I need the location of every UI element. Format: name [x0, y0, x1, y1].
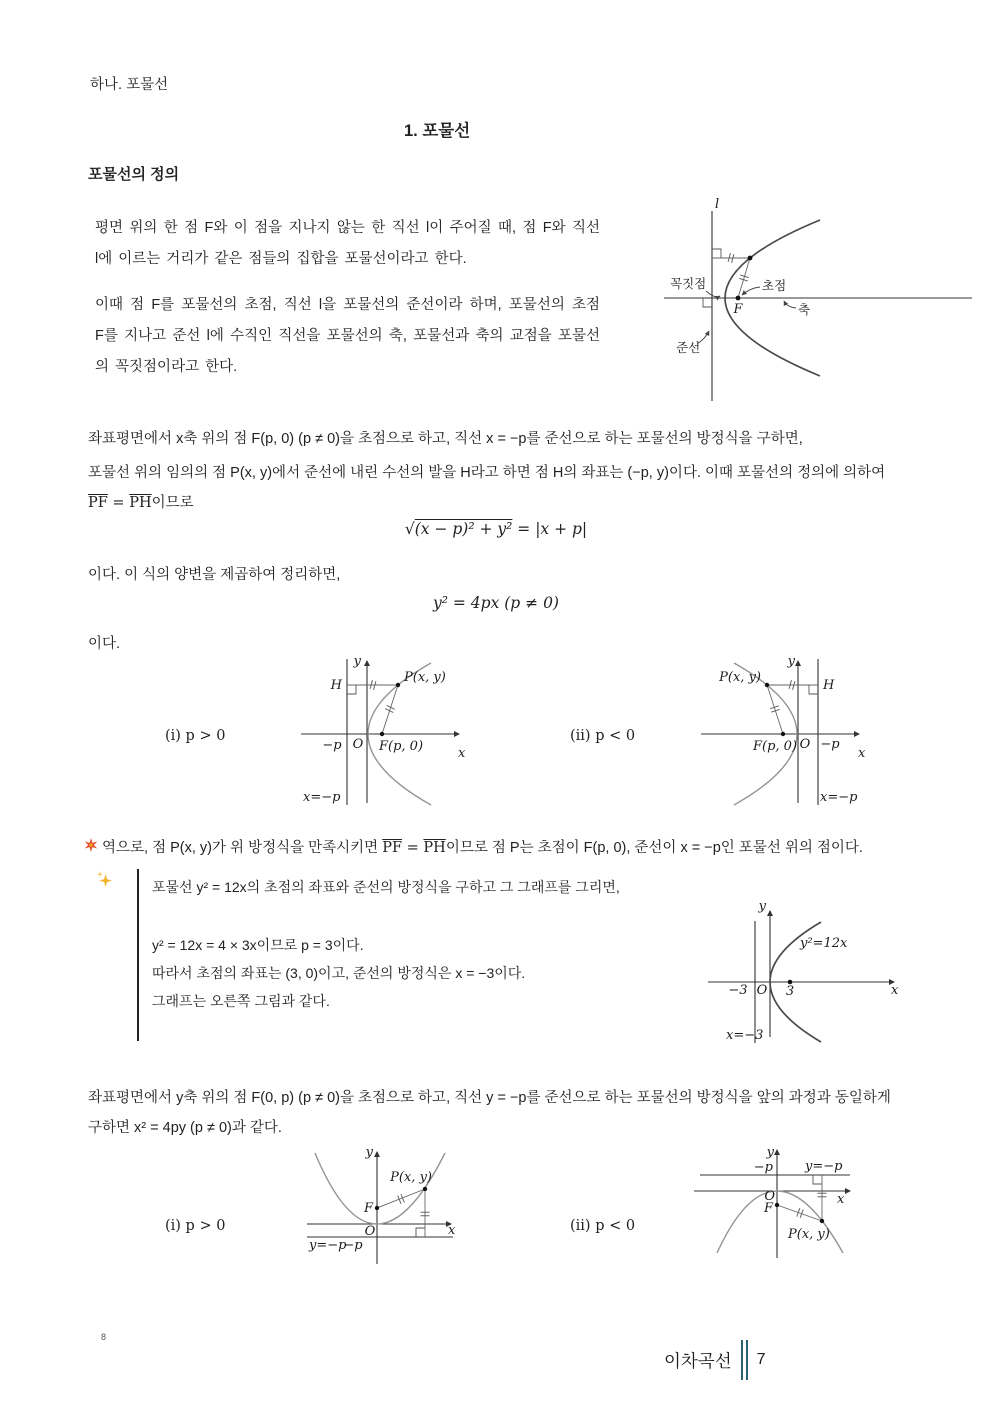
note-post: 이므로 점 P는 초점이 F(p, 0), 준선이 x = −p인 포물선 위의 점이다.: [445, 840, 863, 856]
p-label: P(x, y): [390, 1170, 432, 1185]
equals-sign: =: [107, 495, 130, 511]
example-divider-line: [137, 869, 139, 1041]
fig-y-pos-caption: (i) p > 0: [165, 1218, 226, 1234]
segment-pf: $\overline{PF}$: [88, 495, 108, 511]
minus3-label: −3: [728, 983, 748, 998]
right-angle-mark-axis: [703, 298, 712, 307]
focus-label: F: [363, 1201, 373, 1216]
origin-label: O: [364, 1224, 376, 1239]
segment-pf: $\overline{PF}$: [382, 840, 403, 856]
page-header: 하나. 포물선: [90, 77, 169, 93]
converse-note: [84, 836, 863, 857]
directrix-label: 준선: [676, 341, 701, 355]
footer-chapter-label: 이차곡선: [664, 1350, 732, 1371]
fig-x-positive: [295, 653, 470, 813]
fig-y-neg-caption: (ii) p < 0: [570, 1218, 636, 1234]
fig-x-pos-caption: (i) p > 0: [165, 728, 226, 744]
equation-rhs: = |x + p|: [512, 520, 588, 538]
page-title: 1. 포물선: [404, 122, 471, 140]
origin-label: O: [799, 737, 811, 752]
right-angle-mark: [809, 685, 818, 694]
h-label: H: [330, 678, 342, 693]
equation-parabola-x: y² = 4px (p ≠ 0): [433, 594, 559, 612]
focus-dot: [380, 732, 384, 736]
right-angle-mark: [813, 1175, 822, 1184]
radical-sign: √: [404, 520, 415, 538]
directrix-eq-label: y=−p: [309, 1238, 347, 1253]
footer-small-number: 8: [101, 1332, 107, 1342]
radicand: (x − p)² + y²: [414, 520, 513, 538]
sparkle-icon: [96, 871, 112, 887]
x-axis-label: x: [891, 983, 899, 998]
section-heading: 포물선의 정의: [88, 166, 180, 183]
parabola-curve: [717, 1191, 843, 1253]
definition-para2: 이때 점 F를 포물선의 초점, 직선 l을 포물선의 준선이라 하며, 포물선의 초점 F를 지나고 준선 l에 수직인 직선을 포물선의 축, 포물선과 축의 교점을 포물선의 꼭짓점이라고 한다.: [95, 297, 600, 375]
vertex-label: 꼭짓점: [670, 277, 707, 291]
p-label: P(x, y): [719, 670, 761, 685]
segment-ph: $\overline{PH}$: [423, 840, 446, 856]
right-angle-mark: [416, 1228, 425, 1237]
equals-sign: =: [402, 840, 424, 856]
after-text: 이다.: [88, 636, 121, 652]
example-line2: 따라서 초점의 좌표는 (3, 0)이고, 준선의 방정식은 x = −3이다.: [152, 965, 526, 981]
point-p-dot: [820, 1219, 824, 1223]
derivation-para2: 포물선 위의 임의의 점 P(x, y)에서 준선에 내린 수선의 발을 H라고 하면 점 H의 좌표는 (−p, y)이다. 이때 포물선의 정의에 의하여: [88, 465, 886, 481]
example-intro: 포물선 y² = 12x의 초점의 좌표와 준선의 방정식을 구하고 그 그래프를 그리면,: [152, 879, 620, 895]
focus-dot: [775, 1203, 779, 1207]
fig-y-negative: [690, 1146, 860, 1261]
footer-page-number: 7: [756, 1351, 766, 1368]
y-axis-label: y: [758, 899, 766, 914]
x-axis-label: x: [458, 746, 466, 761]
point-p-dot: [396, 683, 400, 687]
note-text: [102, 836, 863, 857]
derivation-para1: 좌표평면에서 x축 위의 점 F(p, 0) (p ≠ 0)을 초점으로 하고, 직선 x = −p를 준선으로 하는 포물선의 방정식을 구하면,: [88, 431, 803, 447]
directrix-eq-label: x=−p: [303, 790, 341, 805]
minus-p-label: −p: [343, 1238, 363, 1253]
equation-distance: [0, 520, 992, 538]
y-axis-label: y: [365, 1146, 373, 1160]
point-on-parabola-dot: [748, 256, 753, 261]
focus-dot: [736, 296, 741, 301]
focus-label: F(p, 0): [379, 739, 424, 754]
imro-suffix: 이므로: [151, 495, 194, 511]
definition-block: [95, 213, 600, 383]
derivation-y-line1: 좌표평면에서 y축 위의 점 F(0, p) (p ≠ 0)을 초점으로 하고, 직선 y = −p를 준선으로 하는 포물선의 방정식을 앞의 과정과 동일하게: [88, 1090, 891, 1106]
y-axis-label: y: [787, 654, 795, 669]
directrix-letter-label: l: [715, 197, 720, 212]
footer-double-bar: [741, 1340, 748, 1380]
focus-label: F: [763, 1201, 773, 1216]
focus-point-label: F: [733, 302, 743, 317]
origin-label: O: [764, 1189, 775, 1204]
between-text: 이다. 이 식의 양변을 제곱하여 정리하면,: [88, 567, 341, 583]
three-label: 3: [785, 984, 795, 999]
curve-equation-label: y²=12x: [800, 936, 848, 951]
x-axis-label: x: [858, 746, 866, 761]
derivation-pfph-line: [88, 488, 194, 519]
example-figure: [700, 897, 910, 1062]
right-angle-mark-h: [712, 249, 721, 258]
overview-figure: [650, 195, 980, 407]
origin-label: O: [756, 983, 768, 998]
derivation-y-line2: 구하면 x² = 4py (p ≠ 0)과 같다.: [88, 1120, 282, 1136]
focus-dot: [781, 732, 785, 736]
x-axis-label: x: [448, 1223, 456, 1238]
note-pre: 역으로, 점 P(x, y)가 위 방정식을 만족시키면: [102, 840, 383, 856]
directrix-eq-label: x=−p: [820, 790, 858, 805]
focus-dot: [375, 1206, 379, 1210]
focus-label: 초점: [762, 279, 787, 293]
minus-p-label: −p: [753, 1160, 773, 1175]
directrix-eq-label: y=−p: [805, 1159, 843, 1174]
directrix-eq-label: x=−3: [726, 1028, 764, 1043]
example-line1: y² = 12x = 4 × 3x이므로 p = 3이다.: [152, 937, 364, 953]
p-label: P(x, y): [788, 1227, 830, 1242]
example-line3: 그래프는 오른쪽 그림과 같다.: [152, 993, 330, 1009]
fig-y-positive: [303, 1146, 463, 1276]
origin-label: O: [352, 737, 364, 752]
point-p-dot: [765, 683, 769, 687]
x-axis-label: x: [837, 1192, 845, 1207]
definition-para1: 평면 위의 한 점 F와 이 점을 지나지 않는 한 직선 l이 주어질 때, 점 F와 직선 l에 이르는 거리가 같은 점들의 집합을 포물선이라고 한다.: [95, 220, 600, 267]
focus-label: F(p, 0): [753, 739, 798, 754]
h-label: H: [823, 678, 835, 693]
starburst-icon: [84, 838, 98, 852]
segment-ph: $\overline{PH}$: [129, 495, 152, 511]
y-axis-label: y: [766, 1146, 774, 1160]
fig-x-neg-caption: (ii) p < 0: [570, 728, 636, 744]
p-label: P(x, y): [404, 670, 446, 685]
minus-p-label: −p: [322, 738, 342, 753]
fig-x-negative: [695, 653, 870, 813]
point-p-dot: [423, 1187, 427, 1191]
minus-p-label: −p: [820, 737, 840, 752]
page-footer: [664, 1340, 766, 1380]
axis-label: 축: [798, 303, 811, 317]
right-angle-mark: [347, 685, 356, 694]
y-axis-label: y: [353, 654, 361, 669]
